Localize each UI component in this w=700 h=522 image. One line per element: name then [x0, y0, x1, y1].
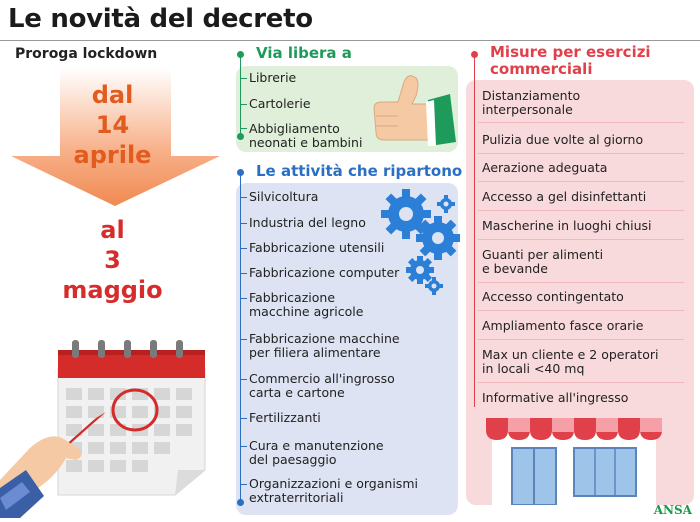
date-to-line-1: al [100, 216, 125, 244]
attivita-item: Organizzazioni e organismi extraterritoriali [249, 476, 418, 505]
attivita-item: Industria del legno [249, 215, 366, 230]
date-from-line-1: dal [91, 81, 134, 109]
list-tick [241, 418, 247, 419]
attivita-item: Silvicoltura [249, 189, 319, 204]
misure-item: Ampliamento fasce orarie [482, 318, 644, 333]
misure-item: Pulizia due volte al giorno [482, 132, 644, 147]
misure-heading: Misure per esercizi commerciali [490, 43, 651, 78]
list-tick [241, 104, 247, 105]
list-tick [241, 273, 247, 274]
list-tick [241, 78, 247, 79]
page-title: Le novità del decreto [8, 4, 313, 34]
via-libera-item: Abbigliamento neonati e bambini [249, 121, 363, 150]
misure-item: Mascherine in luoghi chiusi [482, 218, 652, 233]
list-separator [478, 210, 684, 211]
attivita-item: Fertilizzanti [249, 410, 321, 425]
attivita-item: Fabbricazione computer [249, 265, 400, 280]
list-tick [241, 446, 247, 447]
attivita-dot [237, 169, 244, 176]
via-libera-dot [237, 133, 244, 140]
misure-line [474, 55, 475, 407]
list-separator [478, 310, 684, 311]
list-separator [478, 382, 684, 383]
list-tick [241, 223, 247, 224]
shop-icon [484, 410, 664, 505]
list-tick [241, 379, 247, 380]
attivita-heading: Le attività che ripartono [256, 162, 463, 180]
attivita-item: Fabbricazione macchine agricole [249, 290, 364, 319]
list-tick [241, 128, 247, 129]
list-separator [478, 282, 684, 283]
via-libera-item: Librerie [249, 70, 297, 85]
title-divider [0, 40, 700, 41]
list-separator [478, 122, 684, 123]
via-libera-heading: Via libera a [256, 44, 352, 62]
via-libera-item: Cartolerie [249, 96, 311, 111]
misure-item: Max un cliente e 2 operatori in locali <40 mq [482, 347, 659, 376]
list-separator [478, 153, 684, 154]
via-libera-line [240, 55, 241, 137]
thumbs-up-icon [368, 70, 458, 152]
calendar-hand-icon [0, 320, 225, 520]
attivita-item: Cura e manutenzione del paesaggio [249, 438, 384, 467]
ansa-logo: ANSA [653, 503, 692, 517]
date-from-line-2: 14 [95, 111, 130, 139]
list-separator [478, 181, 684, 182]
attivita-item: Commercio all'ingrosso carta e cartone [249, 371, 395, 400]
misure-dot [471, 51, 478, 58]
attivita-item: Fabbricazione macchine per filiera alimentare [249, 331, 400, 360]
via-libera-dot [237, 51, 244, 58]
list-tick [241, 197, 247, 198]
gears-icon [372, 186, 464, 298]
misure-item: Guanti per alimenti e bevande [482, 247, 604, 276]
attivita-item: Fabbricazione utensili [249, 240, 385, 255]
misure-item: Aerazione adeguata [482, 160, 608, 175]
date-from-line-3: aprile [73, 141, 152, 169]
list-separator [478, 339, 684, 340]
misure-item: Informative all'ingresso [482, 390, 629, 405]
date-to-line-3: maggio [62, 276, 163, 304]
list-tick [241, 298, 247, 299]
list-tick [241, 339, 247, 340]
attivita-dot [237, 499, 244, 506]
lockdown-subtitle: Proroga lockdown [15, 46, 158, 62]
misure-item: Distanziamento interpersonale [482, 88, 581, 117]
list-tick [241, 248, 247, 249]
list-separator [478, 239, 684, 240]
date-to-line-2: 3 [104, 246, 121, 274]
misure-item: Accesso contingentato [482, 289, 624, 304]
list-tick [241, 484, 247, 485]
misure-item: Accesso a gel disinfettanti [482, 189, 647, 204]
